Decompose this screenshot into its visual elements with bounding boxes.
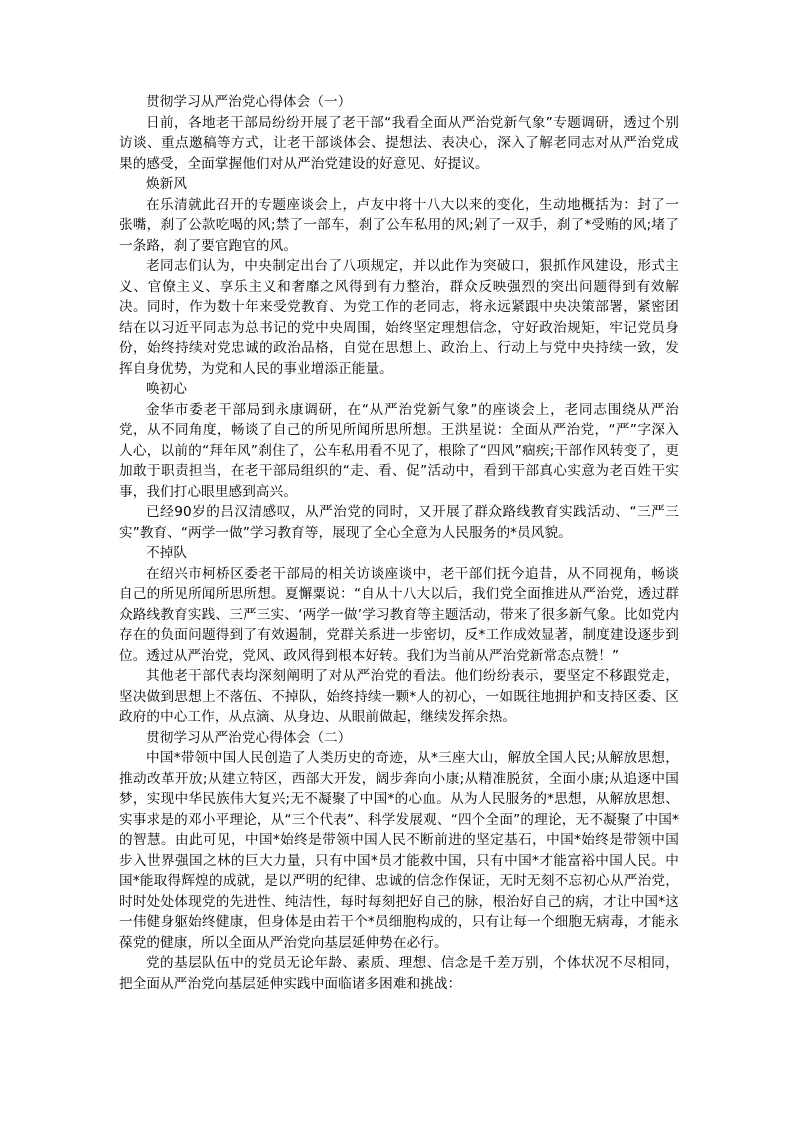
body-paragraph: 党的基层队伍中的党员无论年龄、素质、理想、信念是千差万别，个体状况不尽相同，把全面从严治党向基层延伸实践中面临诸多困难和挑战： xyxy=(119,955,679,992)
subheading: 不掉队 xyxy=(146,545,188,561)
body-paragraph: 日前，各地老干部局纷纷开展了老干部“我看全面从严治党新气象”专题调研，透过个别访谈、重点邀稿等方式，让老干部谈体会、提想法、表决心，深入了解老同志对从严治党成果的感受，全面掌握他们对从严治党建设的好意见、好提议。 xyxy=(119,114,679,172)
subheading: 焕新风 xyxy=(146,176,188,192)
section-title: 贯彻学习从严治党心得体会（一） xyxy=(146,94,352,110)
body-paragraph: 金华市委老干部局到永康调研，在“从严治党新气象”的座谈会上，老同志围绕从严治党，从不同角度，畅谈了自己的所见所闻所思所想。王洪星说：全面从严治党，“严”字深入人心，以前的“拜年风”刹住了，公车私用看不见了，根除了“四风”痼疾;干部作风转变了，更加敢于职责担当，在老干部局组织的“走、看、促”活动中，看到干部真心实意为老百姓干实事，我们打心眼里感到高兴。 xyxy=(119,401,679,500)
body-paragraph: 老同志们认为，中央制定出台了八项规定，并以此作为突破口，狠抓作风建设，形式主义、官僚主义、享乐主义和奢靡之风得到有力整治，群众反映强烈的突出问题得到有效解决。同时，作为数十年来受党教育、为党工作的老同志，将永远紧跟中央决策部署，紧密团结在以习近平同志为总书记的党中央周围，始终坚定理想信念，守好政治规矩，牢记党员身份，始终持续对党忠诚的政治品格，自觉在思想上、政治上、行动上与党中央持续一致，发挥自身优势，为党和人民的事业增添正能量。 xyxy=(119,258,679,377)
document-body xyxy=(119,92,679,994)
body-paragraph: 在绍兴市柯桥区委老干部局的相关访谈座谈中，老干部们抚今追昔，从不同视角，畅谈自己的所见所闻所思所想。夏懈粟说：“自从十八大以后，我们党全面推进从严治党，透过群众路线教育实践、三严三实、‘两学一做’学习教育等主题活动，带来了很多新气象。比如党内存在的负面问题得到了有效遏制，党群关系进一步密切，反*工作成效显著，制度建设逐步到位。透过从严治党，党风、政风得到根本好转。我们为当前从严治党新常态点赞！” xyxy=(119,565,679,664)
body-paragraph: 其他老干部代表均深刻阐明了对从严治党的看法。他们纷纷表示，要坚定不移跟党走，坚决做到思想上不落伍、不掉队，始终持续一颗*人的初心，一如既往地拥护和支持区委、区政府的中心工作，从点滴、从身边、从眼前做起，继续发挥余热。 xyxy=(119,668,679,725)
body-paragraph: 在乐清就此召开的专题座谈会上，卢友中将十八大以来的变化，生动地概括为：封了一张嘴，刹了公款吃喝的风;禁了一部车，刹了公车私用的风;剁了一双手，刹了*受贿的风;堵了一条路，刹了要官跑官的风。 xyxy=(119,196,679,254)
body-paragraph: 中国*带领中国人民创造了人类历史的奇迹，从*三座大山，解放全国人民;从解放思想，推动改革开放;从建立特区，西部大开发，阔步奔向小康;从精准脱贫，全面小康;从追逐中国梦，实现中华民族伟大复兴;无不凝聚了中国*的心血。从为人民服务的*思想，从解放思想、实事求是的邓小平理论，从“三个代表”、科学发展观、“四个全面”的理论，无不凝聚了中国*的智慧。由此可见，中国*始终是带领中国人民不断前进的坚定基石，中国*始终是带领中国步入世界强国之林的巨大力量，只有中国*员才能救中国，只有中国*才能富裕中国人民。中国*能取得辉煌的成就，是以严明的纪律、忠诚的信念作保证，无时无刻不忘初心从严治党，时时处处体现党的先进性、纯洁性，每时每刻把好自己的脉，根治好自己的病，才让中国*这一伟健身躯始终健康，但身体是由若干个*员细胞构成的，只有让每一个细胞无病毒，才能永葆党的健康，所以全面从严治党向基层延伸势在必行。 xyxy=(119,750,679,951)
body-paragraph: 已经90岁的吕汉清感叹，从严治党的同时，又开展了群众路线教育实践活动、“三严三实”教育、“两学一做”学习教育等，展现了全心全意为人民服务的*员风貌。 xyxy=(119,504,679,541)
subheading: 唤初心 xyxy=(146,381,188,397)
section-title: 贯彻学习从严治党心得体会（二） xyxy=(146,729,352,746)
